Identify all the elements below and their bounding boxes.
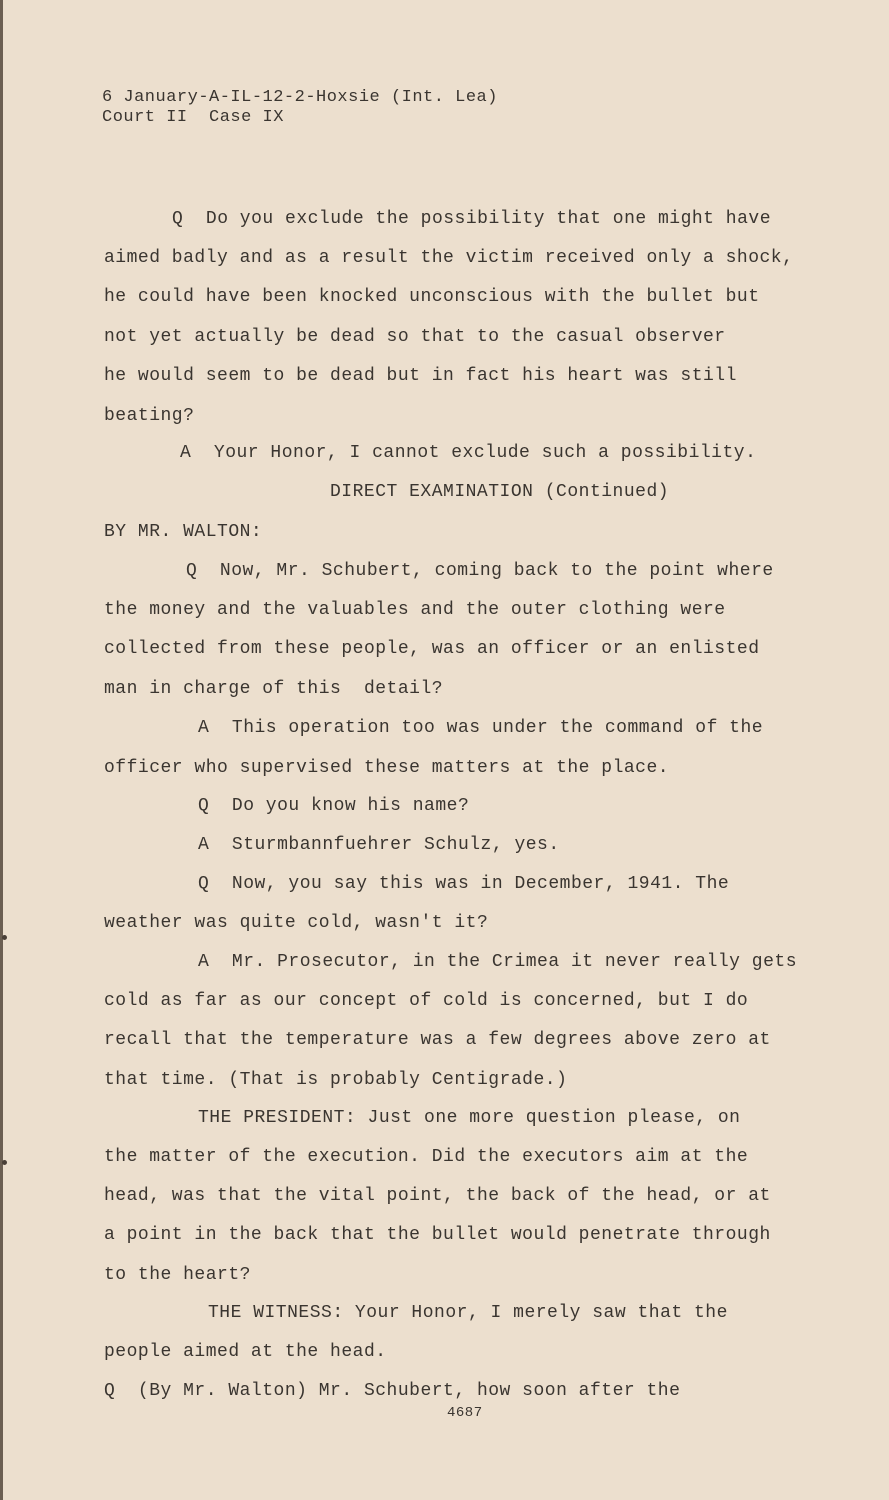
text-line: officer who supervised these matters at the place. — [104, 758, 670, 778]
page-header — [102, 88, 498, 128]
text-line: BY MR. WALTON: — [104, 522, 263, 542]
text-line: weather was quite cold, wasn't it? — [104, 913, 489, 933]
page-edge — [0, 0, 3, 1500]
text-line: head, was that the vital point, the back of the head, or at — [104, 1186, 771, 1206]
text-line: the matter of the execution. Did the executors aim at the — [104, 1147, 749, 1167]
text-line: he could have been knocked unconscious with the bullet but — [104, 287, 760, 307]
text-line: collected from these people, was an officer or an enlisted — [104, 639, 760, 659]
text-line: Q Now, Mr. Schubert, coming back to the point where — [186, 561, 774, 581]
text-line: Q Do you exclude the possibility that one might have — [172, 209, 771, 229]
text-line: the money and the valuables and the outer clothing were — [104, 600, 726, 620]
text-line: Q Now, you say this was in December, 1941. The — [198, 874, 730, 894]
text-line: beating? — [104, 406, 195, 426]
text-line: not yet actually be dead so that to the casual observer — [104, 327, 726, 347]
ink-mark — [2, 1160, 7, 1165]
text-line: THE PRESIDENT: Just one more question please, on — [198, 1108, 741, 1128]
text-line: A Mr. Prosecutor, in the Crimea it never really gets — [198, 952, 797, 972]
text-line: Q (By Mr. Walton) Mr. Schubert, how soon after the — [104, 1381, 681, 1401]
text-line: he would seem to be dead but in fact his heart was still — [104, 366, 737, 386]
text-line: A Sturmbannfuehrer Schulz, yes. — [198, 835, 560, 855]
text-line: recall that the temperature was a few degrees above zero at — [104, 1030, 771, 1050]
text-line: A This operation too was under the command of the — [198, 718, 764, 738]
page-number: 4687 — [447, 1405, 483, 1421]
text-line: that time. (That is probably Centigrade.) — [104, 1070, 568, 1090]
section-heading: DIRECT EXAMINATION (Continued) — [330, 482, 670, 502]
text-line: cold as far as our concept of cold is concerned, but I do — [104, 991, 749, 1011]
text-line: a point in the back that the bullet would penetrate through — [104, 1225, 771, 1245]
text-line: THE WITNESS: Your Honor, I merely saw that the — [208, 1303, 728, 1323]
text-line: man in charge of this detail? — [104, 679, 444, 699]
text-line: people aimed at the head. — [104, 1342, 387, 1362]
header-line-2: Court II Case IX — [102, 108, 284, 127]
header-line-1: 6 January-A-IL-12-2-Hoxsie (Int. Lea) — [102, 88, 498, 107]
ink-mark — [2, 935, 7, 940]
text-line: Q Do you know his name? — [198, 796, 470, 816]
text-line: aimed badly and as a result the victim received only a shock, — [104, 248, 794, 268]
text-line: A Your Honor, I cannot exclude such a possibility. — [180, 443, 757, 463]
text-line: to the heart? — [104, 1265, 251, 1285]
